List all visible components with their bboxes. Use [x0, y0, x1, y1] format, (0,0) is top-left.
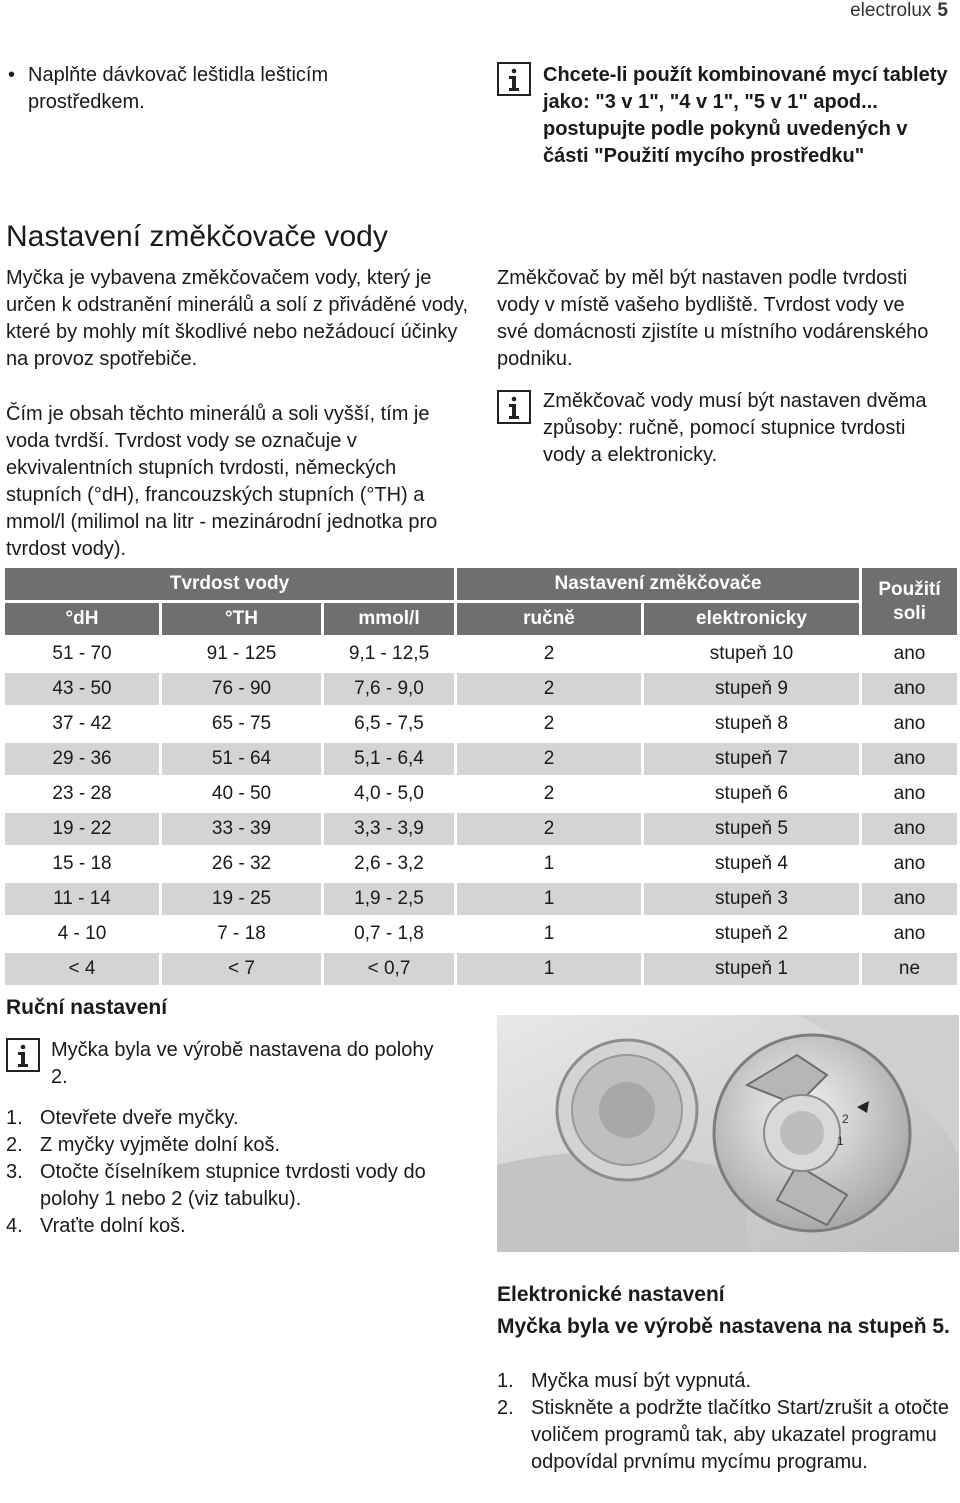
table-row	[5, 953, 957, 985]
table-row	[5, 638, 957, 670]
info-icon	[497, 390, 531, 424]
cell-salt: ano	[862, 778, 957, 810]
cell-electronic: stupeň 7	[644, 743, 859, 775]
header-electronic: elektronicky	[644, 603, 859, 635]
cell-mmol: 2,6 - 3,2	[324, 848, 454, 880]
cell-salt: ano	[862, 848, 957, 880]
bullet-item	[8, 62, 418, 116]
cell-mmol: 5,1 - 6,4	[324, 743, 454, 775]
cell-dh: 15 - 18	[5, 848, 159, 880]
dial-label-1: 1	[837, 1134, 844, 1148]
cell-dh: 43 - 50	[5, 673, 159, 705]
cell-mmol: 9,1 - 12,5	[324, 638, 454, 670]
cell-salt: ano	[862, 883, 957, 915]
cell-th: 40 - 50	[162, 778, 321, 810]
cell-electronic: stupeň 10	[644, 638, 859, 670]
cell-mmol: 4,0 - 5,0	[324, 778, 454, 810]
header-water-hardness: Tvrdost vody	[5, 568, 454, 600]
info-icon	[497, 62, 531, 96]
header-dh: °dH	[5, 603, 159, 635]
cell-th: 65 - 75	[162, 708, 321, 740]
cell-manual: 2	[457, 778, 641, 810]
table-row	[5, 743, 957, 775]
cell-dh: 19 - 22	[5, 813, 159, 845]
tablets-note: Chcete-li použít kombinované mycí tablety jako: "3 v 1", "4 v 1", "5 v 1" apod... postupujte podle pokynů uvedených v části "Použití mycího prostředku"	[543, 64, 948, 167]
cell-salt: ne	[862, 953, 957, 985]
header-softener-setting: Nastavení změkčovače	[457, 568, 859, 600]
dial-label-2: 2	[842, 1112, 849, 1126]
cell-dh: < 4	[5, 953, 159, 985]
cell-electronic: stupeň 4	[644, 848, 859, 880]
manual-note: Myčka byla ve výrobě nastavena do polohy 2.	[51, 1039, 434, 1088]
cell-dh: 37 - 42	[5, 708, 159, 740]
cell-th: 51 - 64	[162, 743, 321, 775]
hardness-table	[2, 565, 960, 988]
cell-electronic: stupeň 5	[644, 813, 859, 845]
cell-salt: ano	[862, 918, 957, 950]
cell-mmol: 3,3 - 3,9	[324, 813, 454, 845]
header-salt-use: Použití soli	[862, 568, 957, 635]
table-row	[5, 918, 957, 950]
table-row	[5, 813, 957, 845]
cell-manual: 2	[457, 743, 641, 775]
cell-manual: 2	[457, 708, 641, 740]
electronic-subtitle: Myčka byla ve výrobě nastavena na stupeň 5.	[497, 1315, 950, 1338]
intro-paragraph: Myčka je vybavena změkčovačem vody, který je určen k odstranění minerálů a solí z přiváděné vody, které by mohly mít škodlivé nebo nežádoucí účinky na provoz spotřebiče.	[6, 267, 469, 370]
header-th: °TH	[162, 603, 321, 635]
cell-mmol: 6,5 - 7,5	[324, 708, 454, 740]
cell-salt: ano	[862, 673, 957, 705]
cell-dh: 23 - 28	[5, 778, 159, 810]
cell-dh: 51 - 70	[5, 638, 159, 670]
step-item: 2. Stiskněte a podržte tlačítko Start/zrušit a otočte voličem programů tak, aby ukazatel programu odpovídal prvnímu mycímu programu.	[497, 1397, 949, 1473]
cell-mmol: 7,6 - 9,0	[324, 673, 454, 705]
header-mmol: mmol/l	[324, 603, 454, 635]
cell-dh: 11 - 14	[5, 883, 159, 915]
step-item: 1. Otevřete dveře myčky.	[6, 1107, 239, 1129]
bullet-text: Naplňte dávkovač leštidla lešticím prostředkem.	[28, 64, 329, 113]
step-item: 2. Z myčky vyjměte dolní koš.	[6, 1134, 281, 1156]
cell-manual: 1	[457, 953, 641, 985]
cell-salt: ano	[862, 638, 957, 670]
hardness-paragraph: Čím je obsah těchto minerálů a soli vyšší, tím je voda tvrdší. Tvrdost vody se označuje v ekvivalentních stupních tvrdosti, německých stupních (°dH), francouzských stupních (°TH) a mmol/l (milimol na litr - mezinárodní jednotka pro tvrdost vody).	[6, 403, 438, 560]
info-icon	[6, 1038, 40, 1072]
cell-mmol: 1,9 - 2,5	[324, 883, 454, 915]
manual-title: Ruční nastavení	[6, 996, 168, 1019]
cell-th: 76 - 90	[162, 673, 321, 705]
cell-salt: ano	[862, 813, 957, 845]
page-header	[850, 0, 948, 22]
table-row	[5, 883, 957, 915]
section-title: Nastavení změkčovače vody	[6, 220, 388, 253]
cell-manual: 2	[457, 813, 641, 845]
cell-manual: 2	[457, 638, 641, 670]
cell-th: 19 - 25	[162, 883, 321, 915]
cell-manual: 2	[457, 673, 641, 705]
page-number: 5	[937, 0, 948, 21]
electronic-title: Elektronické nastavení	[497, 1283, 725, 1306]
cell-manual: 1	[457, 848, 641, 880]
cell-th: 26 - 32	[162, 848, 321, 880]
cell-th: 7 - 18	[162, 918, 321, 950]
cell-th: 33 - 39	[162, 813, 321, 845]
manual-steps	[6, 1105, 476, 1240]
header-manual: ručně	[457, 603, 641, 635]
softener-dial-photo	[497, 1015, 959, 1252]
step-item: 1. Myčka musí být vypnutá.	[497, 1370, 752, 1392]
cell-th: < 7	[162, 953, 321, 985]
table-row	[5, 708, 957, 740]
cell-th: 91 - 125	[162, 638, 321, 670]
table-row	[5, 778, 957, 810]
cell-manual: 1	[457, 883, 641, 915]
cell-mmol: < 0,7	[324, 953, 454, 985]
cell-salt: ano	[862, 708, 957, 740]
cell-electronic: stupeň 6	[644, 778, 859, 810]
cell-mmol: 0,7 - 1,8	[324, 918, 454, 950]
table-row	[5, 673, 957, 705]
electronic-steps	[497, 1368, 959, 1476]
cell-dh: 4 - 10	[5, 918, 159, 950]
cell-electronic: stupeň 1	[644, 953, 859, 985]
step-item: 3. Otočte číselníkem stupnice tvrdosti vody do polohy 1 nebo 2 (viz tabulku).	[6, 1161, 426, 1210]
cell-electronic: stupeň 8	[644, 708, 859, 740]
table-row	[5, 848, 957, 880]
step-item: 4. Vraťte dolní koš.	[6, 1215, 186, 1237]
softener-note: Změkčovač vody musí být nastaven dvěma způsoby: ručně, pomocí stupnice tvrdosti vody a elektronicky.	[543, 390, 927, 466]
brand-name: electrolux	[850, 0, 932, 21]
cell-electronic: stupeň 2	[644, 918, 859, 950]
cell-manual: 1	[457, 918, 641, 950]
cell-salt: ano	[862, 743, 957, 775]
cell-dh: 29 - 36	[5, 743, 159, 775]
cell-electronic: stupeň 9	[644, 673, 859, 705]
setting-paragraph: Změkčovač by měl být nastaven podle tvrdosti vody v místě vašeho bydliště. Tvrdost vody ve své domácnosti zjistíte u místního vodárenského podniku.	[497, 267, 929, 370]
bullet-dot: •	[8, 64, 16, 86]
cell-electronic: stupeň 3	[644, 883, 859, 915]
